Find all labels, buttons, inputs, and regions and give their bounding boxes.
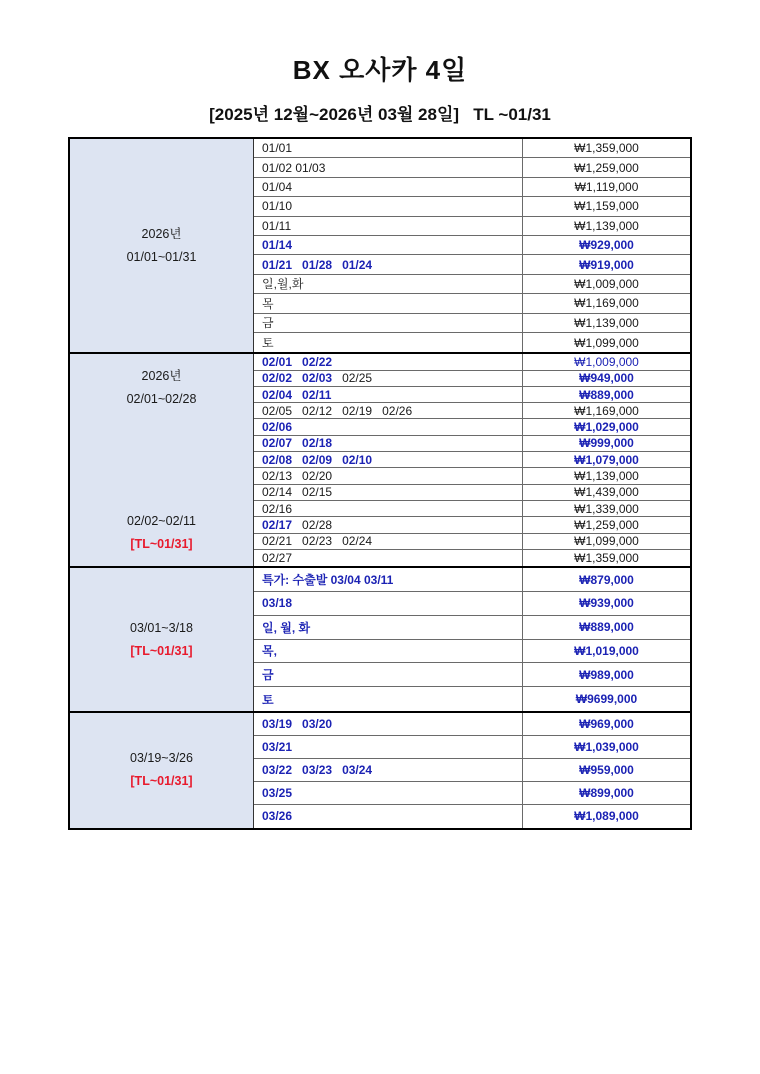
table-row [254,485,690,501]
price-text: ₩1,359,000 [574,141,639,156]
price-text: ₩939,000 [579,596,634,611]
date-text: 02/14 02/15 [262,485,333,500]
price-cell [522,371,690,386]
date-text: 01/02 01/03 [262,160,326,175]
dates-cell [254,687,522,711]
price-cell [522,501,690,516]
price-cell [522,517,690,532]
dates-cell [254,550,522,566]
table-row [254,452,690,468]
dates-cell [254,592,522,615]
price-text: ₩9699,000 [575,692,638,707]
header-line [127,533,196,556]
date-text: 02/16 [262,501,293,516]
dates-cell [254,616,522,639]
price-text: ₩989,000 [579,667,634,682]
header-text-group [127,510,196,556]
price-text: ₩929,000 [579,238,634,253]
table-row [254,275,690,294]
price-cell [522,403,690,418]
date-text: 03/26 [262,809,293,824]
date-text: 02/05 02/12 02/19 02/26 [262,403,413,418]
dates-cell [254,403,522,418]
header-line [127,365,197,388]
table-row [254,805,690,828]
date-text: 일, 월, 화 [262,620,311,635]
price-cell [522,333,690,352]
period-label: 2026년 [141,369,182,384]
table-row [254,197,690,216]
date-text: 토 [262,336,274,351]
deadline-label: [TL~01/31] [130,774,193,789]
dates-cell [254,139,522,157]
price-text: ₩1,009,000 [574,354,639,369]
table-row [254,178,690,197]
dates-cell [254,275,522,293]
price-cell [522,419,690,434]
date-text: 02/02 02/03 [262,371,333,386]
date-text: 02/27 [262,551,293,565]
table-row [254,436,690,452]
price-text: ₩889,000 [579,620,634,635]
date-text: 02/21 02/23 02/24 [262,534,373,549]
price-text: ₩1,019,000 [574,643,639,658]
price-text: ₩889,000 [579,387,634,402]
price-text: ₩1,169,000 [574,296,639,311]
section-header-cell [70,568,254,711]
date-text: 토 [262,692,274,707]
dates-cell [254,782,522,804]
table-row [254,640,690,664]
price-cell [522,197,690,215]
section-rows [254,139,690,352]
section-header-cell [70,354,254,566]
table-row [254,501,690,517]
price-cell [522,452,690,467]
header-line [130,770,193,793]
dates-cell [254,568,522,591]
dates-cell [254,158,522,176]
header-line [130,617,193,640]
table-row [254,387,690,403]
price-cell [522,568,690,591]
page-subtitle: [2025년 12월~2026년 03월 28일] TL ~01/31 [209,105,551,124]
dates-cell [254,501,522,516]
table-section [70,139,690,352]
price-text: ₩1,009,000 [574,276,639,291]
table-row [254,139,690,158]
table-section [70,352,690,566]
table-row [254,403,690,419]
table-row [254,687,690,711]
dates-cell [254,314,522,332]
table-row [254,550,690,566]
dates-cell [254,517,522,532]
price-table [68,137,692,830]
price-text: ₩899,000 [579,785,634,800]
price-cell [522,236,690,254]
dates-cell [254,197,522,215]
deadline-label: [TL~01/31] [130,643,193,658]
deadline-label: [TL~01/31] [130,537,193,552]
price-text: ₩1,169,000 [574,403,639,418]
table-row [254,217,690,236]
date-text: 금 [262,668,274,683]
date-text: 목 [262,296,274,311]
date-text: 02/08 02/09 02/10 [262,452,373,467]
table-row [254,736,690,759]
price-text: ₩1,139,000 [574,218,639,233]
price-text: ₩1,089,000 [574,809,639,824]
date-text: 01/04 [262,179,293,194]
period-label: 02/02~02/11 [127,514,196,529]
date-text: 03/21 [262,739,293,754]
table-row [254,333,690,352]
table-row [254,568,690,592]
table-row [254,354,690,370]
header-line [127,246,197,269]
table-row [254,534,690,550]
price-cell [522,759,690,781]
date-text: 금 [262,316,274,331]
price-text: ₩999,000 [579,436,634,451]
period-label: 02/01~02/28 [126,392,197,407]
price-cell [522,592,690,615]
date-text: 01/01 [262,141,293,156]
price-text: ₩1,039,000 [574,739,639,754]
dates-cell [254,713,522,735]
dates-cell [254,178,522,196]
dates-cell [254,236,522,254]
price-text: ₩959,000 [579,762,634,777]
table-section [70,566,690,711]
header-line [127,223,197,246]
date-text: 02/04 02/11 [262,387,332,402]
price-cell [522,387,690,402]
table-row [254,517,690,533]
date-text: 02/07 02/18 [262,436,333,451]
header-text-group [127,223,197,269]
dates-cell [254,354,522,369]
date-text: 01/11 [262,218,292,233]
date-text: 02/17 [262,517,293,532]
price-text: ₩1,079,000 [574,452,639,467]
table-row [254,419,690,435]
table-row [254,713,690,736]
table-row [254,468,690,484]
table-row [254,759,690,782]
price-text: ₩1,119,000 [574,179,639,194]
date-text: 목, [262,644,277,659]
dates-cell [254,387,522,402]
dates-cell [254,663,522,686]
dates-cell [254,452,522,467]
section-header-cell [70,713,254,828]
date-text: 일,월,화 [262,277,304,292]
price-cell [522,550,690,566]
price-text: ₩1,099,000 [574,534,639,549]
price-cell [522,713,690,735]
date-text: 03/18 [262,596,293,611]
price-text: ₩1,159,000 [574,199,639,214]
header-text-group [130,747,193,793]
price-text: ₩1,139,000 [574,315,639,330]
price-cell [522,640,690,663]
price-text: ₩879,000 [579,572,634,587]
price-cell [522,275,690,293]
price-cell [522,139,690,157]
header-line [127,388,197,411]
table-row [254,616,690,640]
price-cell [522,485,690,500]
price-cell [522,616,690,639]
price-cell [522,736,690,758]
dates-cell [254,294,522,312]
price-text: ₩949,000 [579,371,634,386]
dates-cell [254,485,522,500]
price-cell [522,354,690,369]
date-text: 02/01 02/22 [262,354,333,369]
table-section [70,711,690,828]
table-row [254,371,690,387]
price-cell [522,782,690,804]
header-text-group [127,365,197,411]
price-text: ₩1,439,000 [574,485,639,500]
date-text: 03/19 03/20 [262,716,333,731]
section-header-cell [70,139,254,352]
date-text: 특가: 수출발 03/04 03/11 [262,573,394,588]
header-line [127,510,196,533]
price-cell [522,468,690,483]
period-label: 03/01~3/18 [130,620,193,635]
period-label: 01/01~01/31 [126,249,197,264]
date-text: 02/25 [332,371,373,386]
price-text: ₩1,259,000 [574,160,639,175]
date-text: 01/14 [262,238,293,253]
date-text: 01/10 [262,199,293,214]
price-text: ₩1,099,000 [574,335,639,350]
dates-cell [254,468,522,483]
dates-cell [254,419,522,434]
header-text-group [130,617,193,663]
table-row [254,294,690,313]
price-cell [522,294,690,312]
price-cell [522,178,690,196]
table-row [254,314,690,333]
price-text: ₩1,359,000 [574,551,639,565]
price-cell [522,534,690,549]
section-rows [254,568,690,711]
date-text: 02/13 02/20 [262,469,333,484]
table-row [254,158,690,177]
dates-cell [254,759,522,781]
header-line [130,747,193,770]
dates-cell [254,255,522,273]
section-rows [254,354,690,566]
price-text: ₩919,000 [579,257,634,272]
price-text: ₩1,339,000 [574,501,639,516]
price-text: ₩1,139,000 [574,469,639,484]
dates-cell [254,534,522,549]
price-cell [522,805,690,828]
table-row [254,255,690,274]
dates-cell [254,640,522,663]
price-cell [522,663,690,686]
table-row [254,592,690,616]
period-label: 03/19~3/26 [130,751,193,766]
date-text: 03/22 03/23 03/24 [262,762,373,777]
price-text: ₩1,029,000 [574,420,639,435]
dates-cell [254,217,522,235]
section-rows [254,713,690,828]
dates-cell [254,805,522,828]
date-text: 02/06 [262,420,293,435]
date-text: 02/28 [292,517,333,532]
dates-cell [254,736,522,758]
price-cell [522,158,690,176]
price-cell [522,314,690,332]
table-row [254,236,690,255]
header-line [130,640,193,663]
table-row [254,782,690,805]
price-text: ₩969,000 [579,716,634,731]
dates-cell [254,436,522,451]
date-text: 03/25 [262,785,293,800]
price-text: ₩1,259,000 [574,517,639,532]
price-cell [522,687,690,711]
date-text: 01/21 01/28 01/24 [262,257,373,272]
price-cell [522,217,690,235]
dates-cell [254,333,522,352]
price-cell [522,255,690,273]
dates-cell [254,371,522,386]
period-label: 2026년 [141,226,182,241]
page-title: BX 오사카 4일 [292,55,468,85]
table-row [254,663,690,687]
price-cell [522,436,690,451]
